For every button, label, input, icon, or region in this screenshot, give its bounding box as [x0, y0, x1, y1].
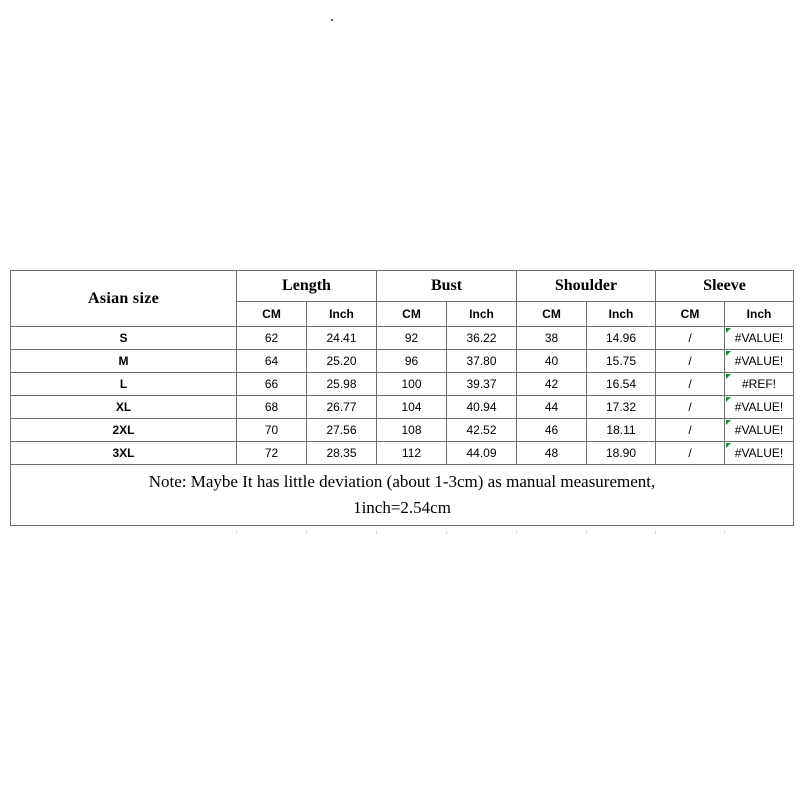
table-row: [11, 350, 794, 373]
gridline-tick: [655, 531, 656, 534]
error-flag-icon: [726, 351, 731, 356]
gridline-tick: [516, 531, 517, 534]
error-text: #VALUE!: [734, 423, 784, 437]
error-text: #VALUE!: [734, 400, 784, 414]
asian-size-header: Asian size: [11, 271, 237, 327]
table-cell: 64: [237, 350, 307, 373]
table-row: [11, 373, 794, 396]
table-cell: 25.20: [307, 350, 377, 373]
table-cell: 42.52: [447, 419, 517, 442]
length-header: Length: [237, 271, 377, 302]
size-label: L: [11, 373, 237, 396]
unit-header: CM: [517, 302, 587, 327]
sleeve-inch-error-cell: [725, 442, 794, 465]
table-cell: 25.98: [307, 373, 377, 396]
table-cell: 14.96: [587, 327, 656, 350]
sleeve-inch-error-cell: [725, 419, 794, 442]
table-cell: 62: [237, 327, 307, 350]
table-cell: 104: [377, 396, 447, 419]
gridline-tick: [236, 531, 237, 534]
unit-header: Inch: [725, 302, 794, 327]
sleeve-inch-error-cell: [725, 373, 794, 396]
note-line-1: Note: Maybe It has little deviation (about 1-3cm) as manual measurement,: [148, 472, 656, 491]
size-label: 2XL: [11, 419, 237, 442]
table-cell: 38: [517, 327, 587, 350]
shoulder-header: Shoulder: [517, 271, 656, 302]
measurement-note: [11, 465, 794, 526]
gridline-tick: [306, 531, 307, 534]
table-cell: 28.35: [307, 442, 377, 465]
table-cell: 68: [237, 396, 307, 419]
note-line-2: 1inch=2.54cm: [353, 498, 451, 517]
table-cell: 15.75: [587, 350, 656, 373]
error-text: #REF!: [741, 377, 776, 391]
size-label: 3XL: [11, 442, 237, 465]
table-cell: 36.22: [447, 327, 517, 350]
table-row: [11, 396, 794, 419]
unit-header: Inch: [447, 302, 517, 327]
table-cell: 18.90: [587, 442, 656, 465]
table-cell: 26.77: [307, 396, 377, 419]
table-cell: /: [656, 327, 725, 350]
size-label: S: [11, 327, 237, 350]
table-cell: 112: [377, 442, 447, 465]
table-cell: 17.32: [587, 396, 656, 419]
table-cell: /: [656, 396, 725, 419]
error-flag-icon: [726, 397, 731, 402]
table-cell: 37.80: [447, 350, 517, 373]
table-cell: 39.37: [447, 373, 517, 396]
error-flag-icon: [726, 420, 731, 425]
table-row: [11, 327, 794, 350]
table-cell: /: [656, 373, 725, 396]
gridline-tick: [446, 531, 447, 534]
group-header-row: [11, 271, 794, 302]
sleeve-header: Sleeve: [656, 271, 794, 302]
table-cell: 66: [237, 373, 307, 396]
table-cell: 40: [517, 350, 587, 373]
table-cell: 46: [517, 419, 587, 442]
table-cell: 27.56: [307, 419, 377, 442]
table-cell: /: [656, 419, 725, 442]
table-cell: /: [656, 350, 725, 373]
table-cell: 96: [377, 350, 447, 373]
note-row: [11, 465, 794, 526]
error-flag-icon: [726, 374, 731, 379]
unit-header: CM: [377, 302, 447, 327]
table-cell: 70: [237, 419, 307, 442]
bust-header: Bust: [377, 271, 517, 302]
table-cell: 100: [377, 373, 447, 396]
unit-header: CM: [656, 302, 725, 327]
sleeve-inch-error-cell: [725, 327, 794, 350]
table-cell: 16.54: [587, 373, 656, 396]
table-cell: 108: [377, 419, 447, 442]
sleeve-inch-error-cell: [725, 350, 794, 373]
table-cell: 72: [237, 442, 307, 465]
table-cell: 48: [517, 442, 587, 465]
table-cell: 24.41: [307, 327, 377, 350]
error-text: #VALUE!: [734, 446, 784, 460]
gridline-tick: [586, 531, 587, 534]
error-flag-icon: [726, 328, 731, 333]
table-cell: 40.94: [447, 396, 517, 419]
size-chart-table: [10, 270, 794, 526]
unit-header: Inch: [307, 302, 377, 327]
size-label: M: [11, 350, 237, 373]
table-cell: 44: [517, 396, 587, 419]
error-text: #VALUE!: [734, 354, 784, 368]
gridline-tick: [376, 531, 377, 534]
size-label: XL: [11, 396, 237, 419]
table-cell: 44.09: [447, 442, 517, 465]
stray-dot: [331, 19, 333, 21]
error-flag-icon: [726, 443, 731, 448]
table-cell: 42: [517, 373, 587, 396]
table-row: [11, 442, 794, 465]
unit-header: Inch: [587, 302, 656, 327]
table-cell: 18.11: [587, 419, 656, 442]
table-cell: 92: [377, 327, 447, 350]
unit-header: CM: [237, 302, 307, 327]
error-text: #VALUE!: [734, 331, 784, 345]
gridline-tick: [724, 531, 725, 534]
table-row: [11, 419, 794, 442]
sleeve-inch-error-cell: [725, 396, 794, 419]
table-cell: /: [656, 442, 725, 465]
